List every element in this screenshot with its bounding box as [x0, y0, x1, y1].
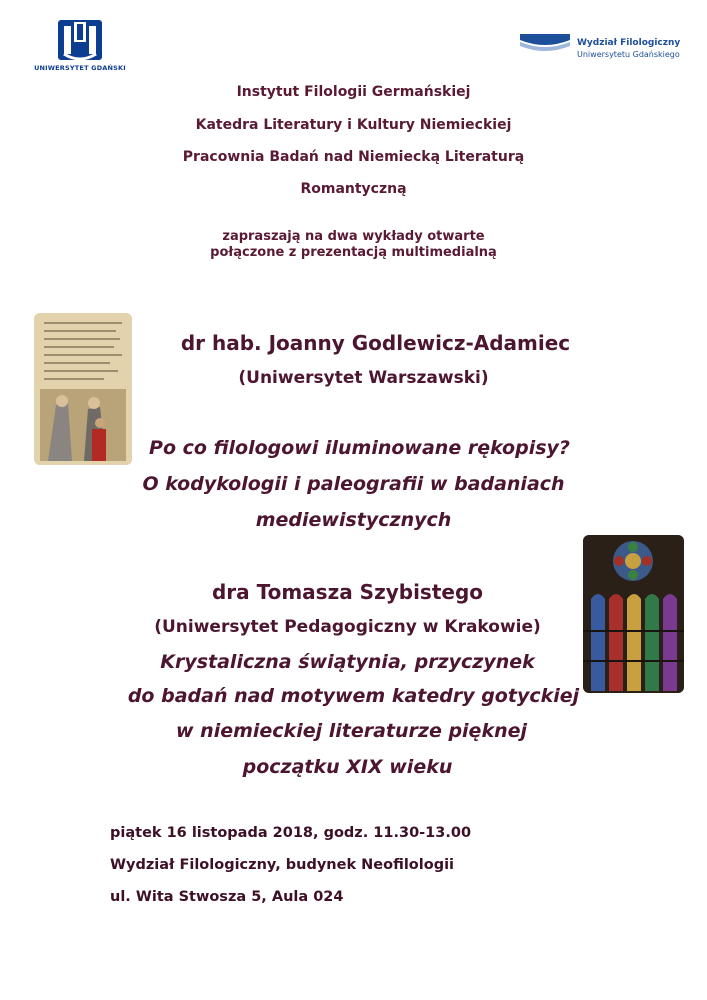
- lecture2-title-line-1: Krystaliczna świątynia, przyczynek: [160, 651, 535, 673]
- lecture1-title-line-1: Po co filologowi iluminowane rękopisy?: [149, 437, 570, 459]
- lecture2-speaker: dra Tomasza Szybistego: [211, 580, 484, 604]
- faculty-name: Wydział Filologiczny: [577, 38, 681, 48]
- lecture2-title-line-2: do badań nad motywem katedry gotyckiej: [127, 685, 580, 707]
- lecture1-affiliation: (Uniwersytet Warszawski): [238, 368, 489, 388]
- event-address: ul. Wita Stwosza 5, Aula 024: [110, 889, 344, 905]
- lecture1-title-line-3: mediewistycznych: [255, 509, 452, 531]
- organizer-lab: Pracownia Badań nad Niemiecką Literaturą: [182, 149, 525, 165]
- invitation-line-2: połączone z prezentacją multimedialną: [210, 245, 497, 260]
- university-logo-caption: UNIWERSYTET GDAŃSKI: [34, 64, 126, 72]
- organizer-lab-continued: Romantyczną: [300, 181, 407, 197]
- faculty-logo: [518, 30, 572, 56]
- lecture1-title-line-2: O kodykologii i paleografii w badaniach: [142, 473, 565, 495]
- lecture2-title-line-4: początku XIX wieku: [242, 756, 453, 778]
- faculty-subtitle: Uniwersytetu Gdańskiego: [577, 50, 680, 59]
- lecture2-affiliation: (Uniwersytet Pedagogiczny w Krakowie): [154, 617, 541, 637]
- organizer-department: Katedra Literatury i Kultury Niemieckiej: [195, 117, 512, 133]
- event-building: Wydział Filologiczny, budynek Neofilologii: [110, 857, 455, 873]
- organizer-institute: Instytut Filologii Germańskiej: [236, 84, 471, 100]
- lecture2-title-line-3: w niemieckiej literaturze pięknej: [176, 720, 527, 742]
- event-date-time: piątek 16 listopada 2018, godz. 11.30-13.00: [110, 825, 472, 841]
- lecture1-speaker: dr hab. Joanny Godlewicz-Adamiec: [180, 331, 571, 355]
- invitation-line-1: zapraszają na dwa wykłady otwarte: [222, 229, 485, 244]
